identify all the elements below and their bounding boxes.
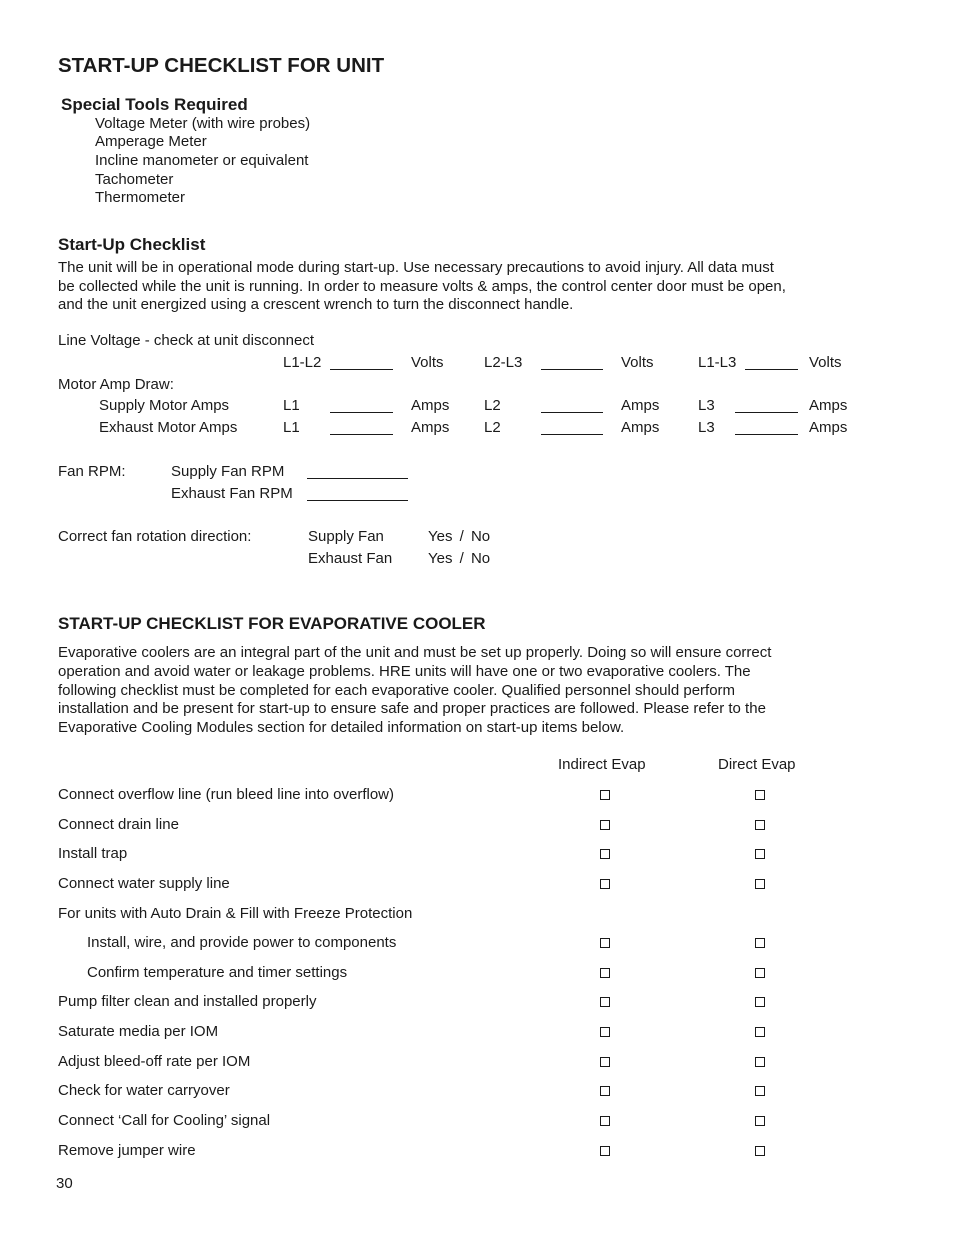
leg-label: L3 <box>698 419 715 436</box>
checklist-item: Connect overflow line (run bleed line into overflow) <box>58 786 395 803</box>
direct-evap-checkbox[interactable] <box>755 1116 765 1126</box>
supply-fan-rpm-label: Supply Fan RPM <box>171 463 285 480</box>
evap-heading: START-UP CHECKLIST FOR EVAPORATIVE COOLER <box>58 614 486 633</box>
direct-evap-checkbox[interactable] <box>755 1057 765 1067</box>
indirect-evap-checkbox[interactable] <box>600 820 610 830</box>
supply-l1-amps-blank[interactable] <box>330 397 393 413</box>
checklist-group-label: For units with Auto Drain & Fill with Freeze Protection <box>58 905 413 922</box>
tool-item: Tachometer <box>95 171 174 188</box>
amps-unit: Amps <box>809 419 848 436</box>
amps-unit: Amps <box>411 419 450 436</box>
exhaust-l1-amps-blank[interactable] <box>330 419 393 435</box>
indirect-evap-checkbox[interactable] <box>600 938 610 948</box>
direct-evap-column-header: Direct Evap <box>718 756 796 773</box>
exhaust-fan-rpm-label: Exhaust Fan RPM <box>171 485 293 502</box>
supply-fan-rotation-label: Supply Fan <box>308 528 384 545</box>
amps-unit: Amps <box>621 397 660 414</box>
indirect-evap-checkbox[interactable] <box>600 968 610 978</box>
indirect-evap-checkbox[interactable] <box>600 1027 610 1037</box>
paragraph-line: The unit will be in operational mode during start-up. Use necessary precautions to avoid injury. All data must <box>58 259 774 276</box>
supply-motor-amps-label: Supply Motor Amps <box>99 397 230 414</box>
amps-unit: Amps <box>809 397 848 414</box>
evap-paragraph <box>58 644 771 738</box>
page-number: 30 <box>56 1175 73 1192</box>
checklist-item: Install trap <box>58 845 128 862</box>
leg-label: L1 <box>283 419 300 436</box>
leg-label: L1 <box>283 397 300 414</box>
paragraph-line: be collected while the unit is running. In order to measure volts & amps, the control center door must be open, <box>58 277 786 295</box>
indirect-evap-checkbox[interactable] <box>600 1086 610 1096</box>
paragraph-line: operation and avoid water or leakage problems. HRE units will have one or two evaporative coolers. The <box>58 662 751 680</box>
startup-checklist-heading: Start-Up Checklist <box>58 235 206 254</box>
checklist-item: Pump filter clean and installed properly <box>58 993 317 1010</box>
leg-label: L2 <box>484 397 501 414</box>
tool-item: Thermometer <box>95 189 186 206</box>
volts-unit: Volts <box>411 354 444 371</box>
l2-l3-label: L2-L3 <box>484 354 523 371</box>
paragraph-line: installation and be present for start-up to ensure safe and proper practices are followed. Please refer to the <box>58 700 766 718</box>
volts-unit: Volts <box>621 354 654 371</box>
checklist-item: Saturate media per IOM <box>58 1023 219 1040</box>
indirect-evap-column-header: Indirect Evap <box>558 756 646 773</box>
checklist-subitem: Install, wire, and provide power to components <box>87 934 397 951</box>
l1-l3-volts-blank[interactable] <box>745 354 798 370</box>
leg-label: L3 <box>698 397 715 414</box>
checklist-item: Connect drain line <box>58 816 179 833</box>
exhaust-fan-yes-no[interactable]: Yes / No <box>428 550 491 567</box>
page-title: START-UP CHECKLIST FOR UNIT <box>58 54 385 77</box>
exhaust-l2-amps-blank[interactable] <box>541 419 603 435</box>
paragraph-line: Evaporative coolers are an integral part of the unit and must be set up properly. Doing so will ensure correct <box>58 644 772 661</box>
special-tools-heading: Special Tools Required <box>61 95 248 114</box>
motor-amp-draw-label: Motor Amp Draw: <box>58 376 174 393</box>
checklist-item: Connect ‘Call for Cooling’ signal <box>58 1112 271 1129</box>
paragraph-line: Evaporative Cooling Modules section for detailed information on start-up items below. <box>58 719 625 736</box>
supply-fan-rpm-blank[interactable] <box>307 463 408 479</box>
direct-evap-checkbox[interactable] <box>755 820 765 830</box>
indirect-evap-checkbox[interactable] <box>600 1116 610 1126</box>
tool-item: Voltage Meter (with wire probes) <box>95 115 311 132</box>
checklist-item: Adjust bleed-off rate per IOM <box>58 1053 251 1070</box>
paragraph-line: following checklist must be completed for each evaporative cooler. Qualified personnel should perform <box>58 681 736 699</box>
checklist-item: Remove jumper wire <box>58 1142 196 1159</box>
exhaust-fan-rpm-blank[interactable] <box>307 485 408 501</box>
amps-unit: Amps <box>411 397 450 414</box>
exhaust-l3-amps-blank[interactable] <box>735 419 798 435</box>
indirect-evap-checkbox[interactable] <box>600 849 610 859</box>
indirect-evap-checkbox[interactable] <box>600 879 610 889</box>
l1-l2-label: L1-L2 <box>283 354 322 371</box>
direct-evap-checkbox[interactable] <box>755 790 765 800</box>
amps-unit: Amps <box>621 419 660 436</box>
direct-evap-checkbox[interactable] <box>755 938 765 948</box>
direct-evap-checkbox[interactable] <box>755 1027 765 1037</box>
direct-evap-checkbox[interactable] <box>755 1086 765 1096</box>
startup-paragraph <box>58 259 786 315</box>
direct-evap-checkbox[interactable] <box>755 849 765 859</box>
exhaust-fan-rotation-label: Exhaust Fan <box>308 550 393 567</box>
supply-l3-amps-blank[interactable] <box>735 397 798 413</box>
exhaust-motor-amps-label: Exhaust Motor Amps <box>99 419 238 436</box>
checklist-item: Check for water carryover <box>58 1082 230 1099</box>
tool-item: Incline manometer or equivalent <box>95 152 309 169</box>
direct-evap-checkbox[interactable] <box>755 879 765 889</box>
l1-l3-label: L1-L3 <box>698 354 737 371</box>
checklist-subitem: Confirm temperature and timer settings <box>87 964 348 981</box>
supply-l2-amps-blank[interactable] <box>541 397 603 413</box>
fan-rotation-label: Correct fan rotation direction: <box>58 528 252 545</box>
checklist-item: Connect water supply line <box>58 875 230 892</box>
direct-evap-checkbox[interactable] <box>755 997 765 1007</box>
line-voltage-label: Line Voltage - check at unit disconnect <box>58 332 314 349</box>
leg-label: L2 <box>484 419 501 436</box>
direct-evap-checkbox[interactable] <box>755 1146 765 1156</box>
fan-rpm-label: Fan RPM: <box>58 463 126 480</box>
direct-evap-checkbox[interactable] <box>755 968 765 978</box>
tool-item: Amperage Meter <box>95 133 207 150</box>
l1-l2-volts-blank[interactable] <box>330 354 393 370</box>
indirect-evap-checkbox[interactable] <box>600 790 610 800</box>
indirect-evap-checkbox[interactable] <box>600 1057 610 1067</box>
volts-unit: Volts <box>809 354 842 371</box>
l2-l3-volts-blank[interactable] <box>541 354 603 370</box>
indirect-evap-checkbox[interactable] <box>600 1146 610 1156</box>
indirect-evap-checkbox[interactable] <box>600 997 610 1007</box>
supply-fan-yes-no[interactable]: Yes / No <box>428 528 491 545</box>
paragraph-line: and the unit energized using a crescent wrench to turn the disconnect handle. <box>58 296 574 313</box>
